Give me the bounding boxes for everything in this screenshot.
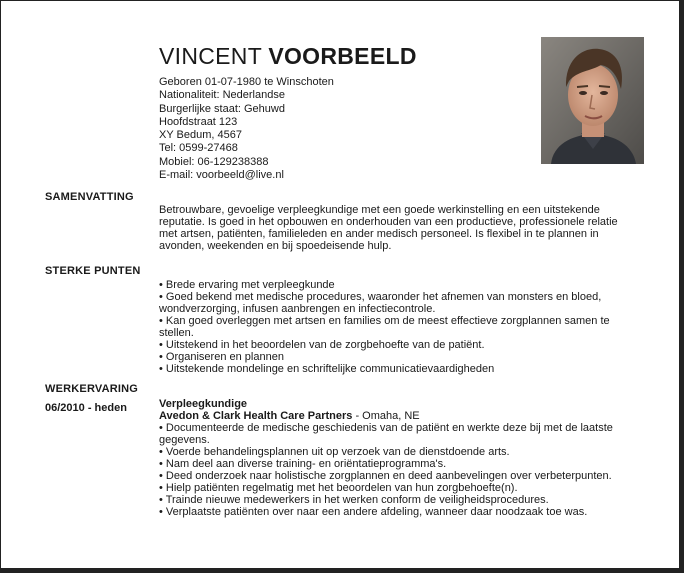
birth-line: Geboren 01-07-1980 te Winschoten <box>159 76 334 88</box>
job-employer-line <box>159 410 639 422</box>
list-item: • Deed onderzoek naar holistische zorgplannen en deed aanbevelingen over verbeterpunten. <box>159 470 612 482</box>
marital-status-line: Burgerlijke staat: Gehuwd <box>159 102 285 115</box>
list-item: • Hielp patiënten regelmatig met het beoordelen van hun zorgbehoefte(n). <box>159 482 518 494</box>
list-item: • Documenteerde de medische geschiedenis van de patiënt en werkte deze bij met de laatste gegevens. <box>159 422 613 446</box>
list-item: • Trainde nieuwe medewerkers in het werken conform de veiligheidsprocedures. <box>159 494 549 506</box>
list-item: • Voerde behandelingsplannen uit op verzoek van de dienstdoende arts. <box>159 446 510 458</box>
strengths-heading: STERKE PUNTEN <box>45 265 141 277</box>
list-item: • Organiseren en plannen <box>159 351 284 363</box>
city-line: XY Bedum, 4567 <box>159 129 242 142</box>
portrait-image <box>541 37 644 164</box>
candidate-name <box>159 43 417 70</box>
mobile-line: Mobiel: 06-129238388 <box>159 155 269 168</box>
job-title: Verpleegkundige <box>159 398 248 410</box>
list-item: • Uitstekende mondelinge en schriftelijke communicatievaardigheden <box>159 363 495 375</box>
list-item: • Nam deel aan diverse training- en oriëntatieprogramma's. <box>159 458 447 470</box>
phone-line: Tel: 0599-27468 <box>159 142 238 155</box>
list-item: • Uitstekend in het beoordelen van de zorgbehoefte van de patiënt. <box>159 339 485 351</box>
job-entry <box>159 398 639 518</box>
strengths-list <box>159 279 639 375</box>
list-item: • Brede ervaring met verpleegkunde <box>159 279 335 291</box>
last-name: VOORBEELD <box>268 43 417 69</box>
list-item: • Kan goed overleggen met artsen en families om de meest effectieve zorgplannen samen te stellen. <box>159 315 610 339</box>
list-item: • Goed bekend met medische procedures, waaronder het afnemen van monsters en bloed, wondverzorging, infusen aanbrengen en infectiecontrole. <box>159 291 602 315</box>
list-item: • Verplaatste patiënten over naar een andere afdeling, wanneer daar noodzaak toe was. <box>159 506 588 518</box>
email-line: E-mail: voorbeeld@live.nl <box>159 169 284 182</box>
employer-location: - Omaha, NE <box>352 410 420 422</box>
street-line: Hoofdstraat 123 <box>159 115 238 128</box>
nationality-line: Nationaliteit: Nederlandse <box>159 89 285 102</box>
summary-text <box>159 204 639 252</box>
contact-details <box>159 76 334 182</box>
experience-heading: WERKERVARING <box>45 383 139 395</box>
summary-heading: SAMENVATTING <box>45 191 134 203</box>
job-date: 06/2010 - heden <box>45 402 127 414</box>
summary-paragraph: Betrouwbare, gevoelige verpleegkundige met een goede werkinstelling en een uitstekende reputatie. Is goed in het opbouwen en onderhouden van een productieve, professionele relatie met artsen, patiënten, familieleden en ander medisch personeel. Is flexibel in te plannen in avonden, weekenden en bij spoedeisende hulp. <box>159 204 618 252</box>
profile-photo <box>541 37 644 164</box>
employer-name: Avedon & Clark Health Care Partners <box>159 410 353 422</box>
first-name: VINCENT <box>159 43 262 69</box>
